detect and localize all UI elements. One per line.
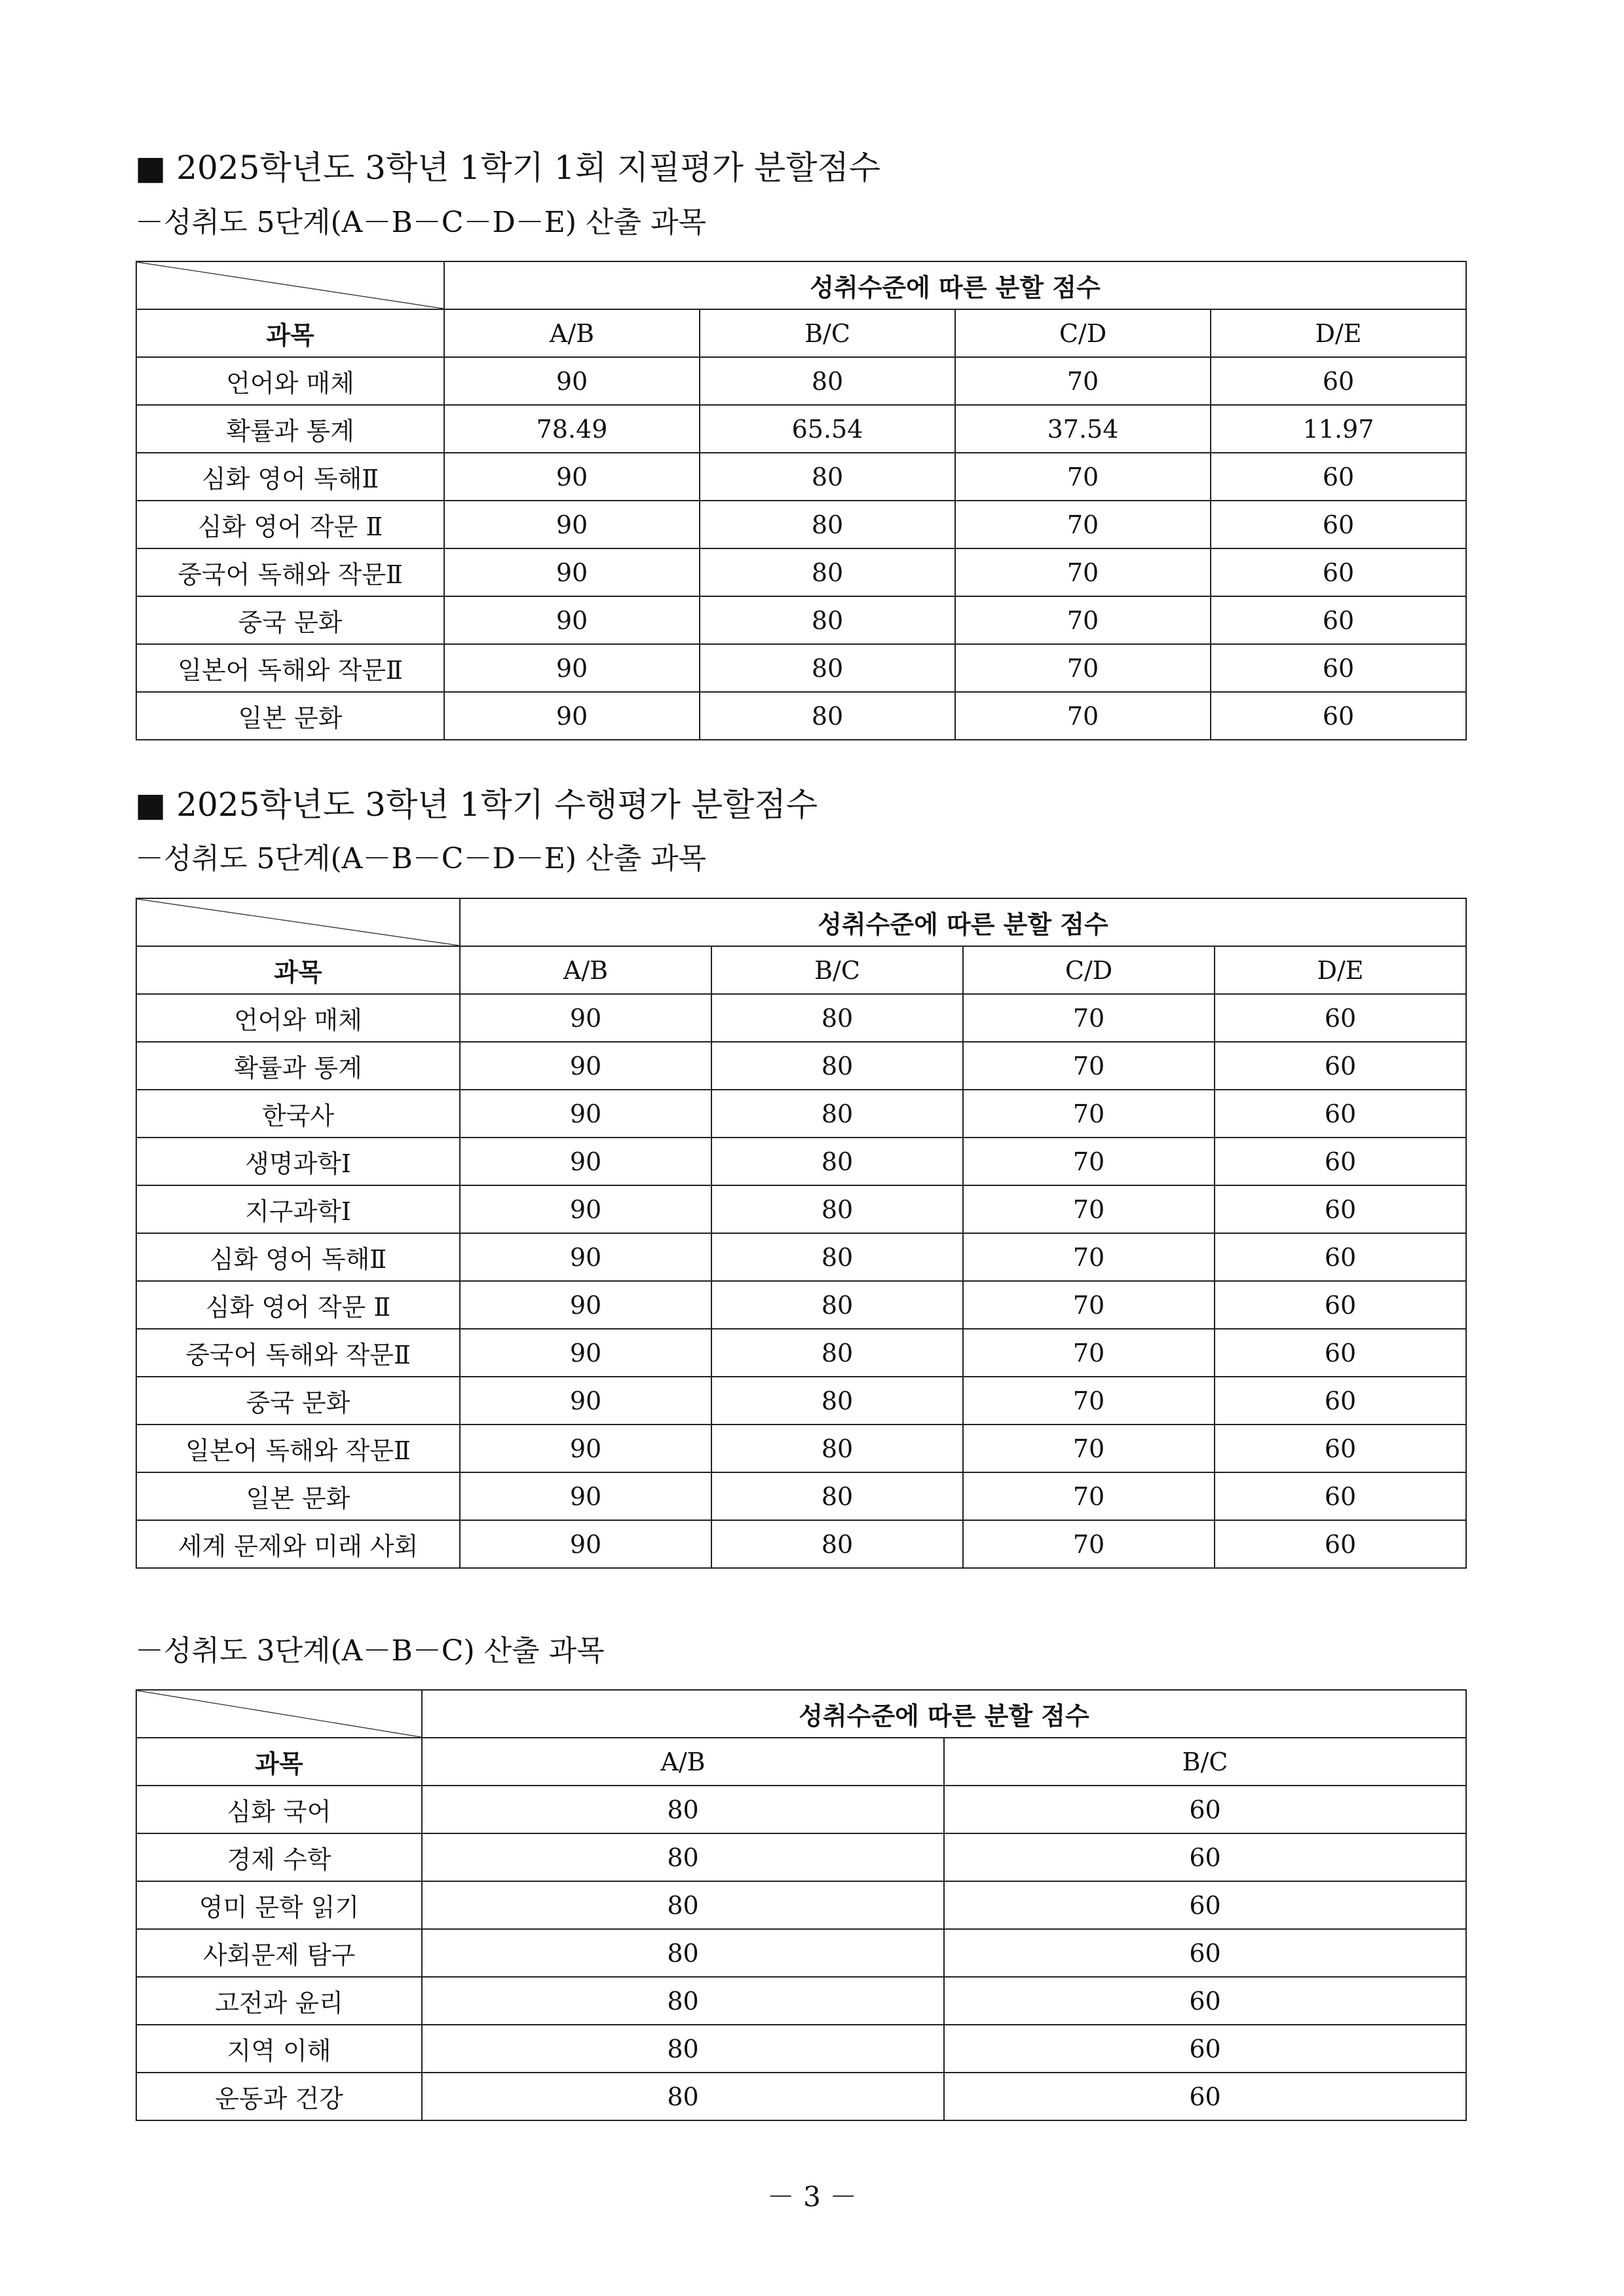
- cutoff-column-header: A/B: [422, 1738, 944, 1786]
- table-row: [136, 1425, 1466, 1472]
- score-cell: 60: [1215, 1425, 1466, 1472]
- score-cell: 60: [1215, 1233, 1466, 1281]
- score-cell: 90: [444, 501, 700, 548]
- section1-subheading: －성취도 5단계(A－B－C－D－E) 산출 과목: [135, 206, 706, 239]
- score-cell: 60: [1211, 453, 1466, 501]
- subject-cell: 지역 이해: [136, 2025, 422, 2073]
- subject-column-header: 과목: [136, 309, 444, 357]
- table-row: [136, 1090, 1466, 1138]
- cutoff-column-header: A/B: [460, 946, 711, 994]
- score-cell: 80: [700, 548, 955, 596]
- subject-cell: 심화 국어: [136, 1786, 422, 1833]
- score-cell: 90: [460, 1329, 711, 1377]
- group-header: 성취수준에 따른 분할 점수: [460, 898, 1466, 946]
- table-row: [136, 2025, 1466, 2073]
- score-cell: 90: [460, 994, 711, 1042]
- score-cell: 11.97: [1211, 405, 1466, 453]
- score-cell: 90: [460, 1281, 711, 1329]
- section1-heading: ■ 2025학년도 3학년 1학기 1회 지필평가 분할점수: [135, 149, 881, 187]
- score-cell: 80: [711, 1042, 963, 1090]
- score-cell: 60: [944, 1929, 1466, 1977]
- subject-cell: 중국 문화: [136, 596, 444, 644]
- score-cell: 80: [422, 1929, 944, 1977]
- table-row: [136, 2073, 1466, 2120]
- cutoff-column-header: C/D: [955, 309, 1211, 357]
- score-cell: 70: [963, 1138, 1215, 1185]
- score-cell: 37.54: [955, 405, 1211, 453]
- section3-subheading: －성취도 3단계(A－B－C) 산출 과목: [135, 1634, 605, 1668]
- score-cell: 60: [944, 1977, 1466, 2025]
- table-row: [136, 548, 1466, 596]
- diagonal-corner-cell: [136, 1690, 422, 1738]
- score-cell: 65.54: [700, 405, 955, 453]
- subject-column-header: 과목: [136, 946, 460, 994]
- score-cell: 70: [963, 1329, 1215, 1377]
- subject-cell: 심화 영어 작문 Ⅱ: [136, 1281, 460, 1329]
- subject-cell: 심화 영어 독해Ⅱ: [136, 453, 444, 501]
- score-cell: 70: [955, 501, 1211, 548]
- cutoff-column-header: B/C: [711, 946, 963, 994]
- subject-cell: 한국사: [136, 1090, 460, 1138]
- subject-cell: 확률과 통계: [136, 405, 444, 453]
- score-cell: 60: [1211, 644, 1466, 692]
- score-cell: 70: [955, 596, 1211, 644]
- score-cell: 60: [1215, 1377, 1466, 1425]
- table-row: [136, 405, 1466, 453]
- score-cell: 60: [944, 1833, 1466, 1881]
- subject-cell: 운동과 건강: [136, 2073, 422, 2120]
- score-cell: 80: [711, 994, 963, 1042]
- cutoff-column-header: D/E: [1215, 946, 1466, 994]
- subject-cell: 언어와 매체: [136, 357, 444, 405]
- score-cell: 70: [963, 1472, 1215, 1520]
- table-row: [136, 1929, 1466, 1977]
- cutoff-column-header: A/B: [444, 309, 700, 357]
- score-cell: 80: [711, 1472, 963, 1520]
- table-row: [136, 1881, 1466, 1929]
- score-cell: 60: [1211, 548, 1466, 596]
- cutoff-column-header: B/C: [944, 1738, 1466, 1786]
- subject-cell: 생명과학Ⅰ: [136, 1138, 460, 1185]
- cutoff-column-header: D/E: [1211, 309, 1466, 357]
- subject-cell: 일본 문화: [136, 692, 444, 740]
- score-cell: 90: [460, 1520, 711, 1568]
- table-row: [136, 994, 1466, 1042]
- score-cell: 60: [1211, 357, 1466, 405]
- score-cell: 80: [700, 357, 955, 405]
- subject-cell: 지구과학Ⅰ: [136, 1185, 460, 1233]
- table-row: [136, 692, 1466, 740]
- diagonal-corner-cell: [136, 898, 460, 946]
- subject-column-header: 과목: [136, 1738, 422, 1786]
- table-row: [136, 453, 1466, 501]
- table-row: [136, 1329, 1466, 1377]
- score-cell: 78.49: [444, 405, 700, 453]
- table-row: [136, 1977, 1466, 2025]
- score-cell: 80: [711, 1377, 963, 1425]
- score-cell: 90: [460, 1233, 711, 1281]
- subject-cell: 중국 문화: [136, 1377, 460, 1425]
- subject-cell: 일본어 독해와 작문Ⅱ: [136, 644, 444, 692]
- table-row: [136, 1042, 1466, 1090]
- score-cell: 70: [963, 1233, 1215, 1281]
- score-cell: 60: [1215, 1185, 1466, 1233]
- table-row: [136, 1138, 1466, 1185]
- score-cell: 70: [963, 1042, 1215, 1090]
- table-row: [136, 1520, 1466, 1568]
- diagonal-line: [137, 262, 444, 309]
- score-cell: 80: [711, 1090, 963, 1138]
- score-cell: 60: [1215, 994, 1466, 1042]
- score-cell: 80: [711, 1425, 963, 1472]
- score-cell: 60: [1211, 596, 1466, 644]
- score-cell: 90: [460, 1377, 711, 1425]
- score-cell: 70: [955, 357, 1211, 405]
- score-cell: 80: [700, 453, 955, 501]
- subject-cell: 경제 수학: [136, 1833, 422, 1881]
- score-cell: 80: [711, 1138, 963, 1185]
- column-header-row: [136, 946, 1466, 994]
- table-row: [136, 501, 1466, 548]
- subject-cell: 세계 문제와 미래 사회: [136, 1520, 460, 1568]
- score-cell: 90: [460, 1138, 711, 1185]
- score-cell: 80: [422, 2025, 944, 2073]
- score-cell: 90: [444, 357, 700, 405]
- score-cell: 90: [444, 596, 700, 644]
- score-cell: 80: [422, 1786, 944, 1833]
- score-cell: 70: [963, 1090, 1215, 1138]
- subject-cell: 중국어 독해와 작문Ⅱ: [136, 1329, 460, 1377]
- subject-cell: 일본어 독해와 작문Ⅱ: [136, 1425, 460, 1472]
- table-row: [136, 1377, 1466, 1425]
- score-cell: 80: [422, 1881, 944, 1929]
- table-row: [136, 1833, 1466, 1881]
- score-cell: 80: [711, 1520, 963, 1568]
- score-cell: 80: [711, 1185, 963, 1233]
- column-header-row: [136, 1738, 1466, 1786]
- score-cell: 70: [955, 692, 1211, 740]
- table-row: [136, 1281, 1466, 1329]
- subject-cell: 심화 영어 작문 Ⅱ: [136, 501, 444, 548]
- group-header: 성취수준에 따른 분할 점수: [422, 1690, 1466, 1738]
- score-cell: 60: [1215, 1042, 1466, 1090]
- subject-cell: 중국어 독해와 작문Ⅱ: [136, 548, 444, 596]
- section2-subheading: －성취도 5단계(A－B－C－D－E) 산출 과목: [135, 842, 706, 875]
- score-cell: 60: [1211, 501, 1466, 548]
- score-cell: 90: [444, 548, 700, 596]
- score-cell: 60: [944, 2073, 1466, 2120]
- table-row: [136, 644, 1466, 692]
- subject-cell: 심화 영어 독해Ⅱ: [136, 1233, 460, 1281]
- score-cell: 80: [422, 1977, 944, 2025]
- subject-cell: 일본 문화: [136, 1472, 460, 1520]
- table-row: [136, 1233, 1466, 1281]
- diagonal-line: [137, 1691, 421, 1737]
- score-cell: 80: [422, 2073, 944, 2120]
- score-cell: 70: [963, 1520, 1215, 1568]
- score-cell: 70: [955, 644, 1211, 692]
- section2-heading: ■ 2025학년도 3학년 1학기 수행평가 분할점수: [135, 786, 818, 824]
- diagonal-corner-cell: [136, 261, 444, 309]
- score-cell: 90: [444, 692, 700, 740]
- score-cell: 90: [460, 1185, 711, 1233]
- score-cell: 60: [1215, 1281, 1466, 1329]
- score-cell: 60: [1215, 1472, 1466, 1520]
- subject-cell: 사회문제 탐구: [136, 1929, 422, 1977]
- score-cell: 70: [963, 994, 1215, 1042]
- score-cell: 60: [1215, 1520, 1466, 1568]
- score-cell: 60: [1215, 1090, 1466, 1138]
- subject-cell: 언어와 매체: [136, 994, 460, 1042]
- score-cell: 90: [460, 1472, 711, 1520]
- section1-table: [136, 261, 1467, 740]
- score-cell: 70: [963, 1425, 1215, 1472]
- score-cell: 60: [944, 1786, 1466, 1833]
- score-cell: 80: [422, 1833, 944, 1881]
- score-cell: 90: [460, 1425, 711, 1472]
- group-header-row: [136, 898, 1466, 946]
- group-header-row: [136, 261, 1466, 309]
- group-header: 성취수준에 따른 분할 점수: [444, 261, 1466, 309]
- score-cell: 90: [444, 453, 700, 501]
- score-cell: 70: [963, 1377, 1215, 1425]
- table-row: [136, 1185, 1466, 1233]
- score-cell: 70: [955, 453, 1211, 501]
- column-header-row: [136, 309, 1466, 357]
- table-row: [136, 357, 1466, 405]
- score-cell: 80: [700, 692, 955, 740]
- score-cell: 70: [963, 1185, 1215, 1233]
- subject-cell: 영미 문학 읽기: [136, 1881, 422, 1929]
- score-cell: 60: [1215, 1329, 1466, 1377]
- score-cell: 80: [700, 596, 955, 644]
- score-cell: 60: [1211, 692, 1466, 740]
- score-cell: 80: [700, 644, 955, 692]
- section3-table: [136, 1689, 1467, 2121]
- score-cell: 70: [955, 548, 1211, 596]
- diagonal-line: [137, 899, 459, 946]
- score-cell: 60: [944, 2025, 1466, 2073]
- group-header-row: [136, 1690, 1466, 1738]
- score-cell: 90: [460, 1090, 711, 1138]
- score-cell: 80: [700, 501, 955, 548]
- score-cell: 70: [963, 1281, 1215, 1329]
- section2-table: [136, 898, 1467, 1569]
- table-row: [136, 596, 1466, 644]
- cutoff-column-header: C/D: [963, 946, 1215, 994]
- page-number: － 3 －: [766, 2181, 858, 2213]
- score-cell: 60: [1215, 1138, 1466, 1185]
- score-cell: 80: [711, 1281, 963, 1329]
- score-cell: 80: [711, 1329, 963, 1377]
- table-row: [136, 1786, 1466, 1833]
- score-cell: 80: [711, 1233, 963, 1281]
- score-cell: 90: [444, 644, 700, 692]
- score-cell: 90: [460, 1042, 711, 1090]
- table-row: [136, 1472, 1466, 1520]
- score-cell: 60: [944, 1881, 1466, 1929]
- subject-cell: 확률과 통계: [136, 1042, 460, 1090]
- subject-cell: 고전과 윤리: [136, 1977, 422, 2025]
- cutoff-column-header: B/C: [700, 309, 955, 357]
